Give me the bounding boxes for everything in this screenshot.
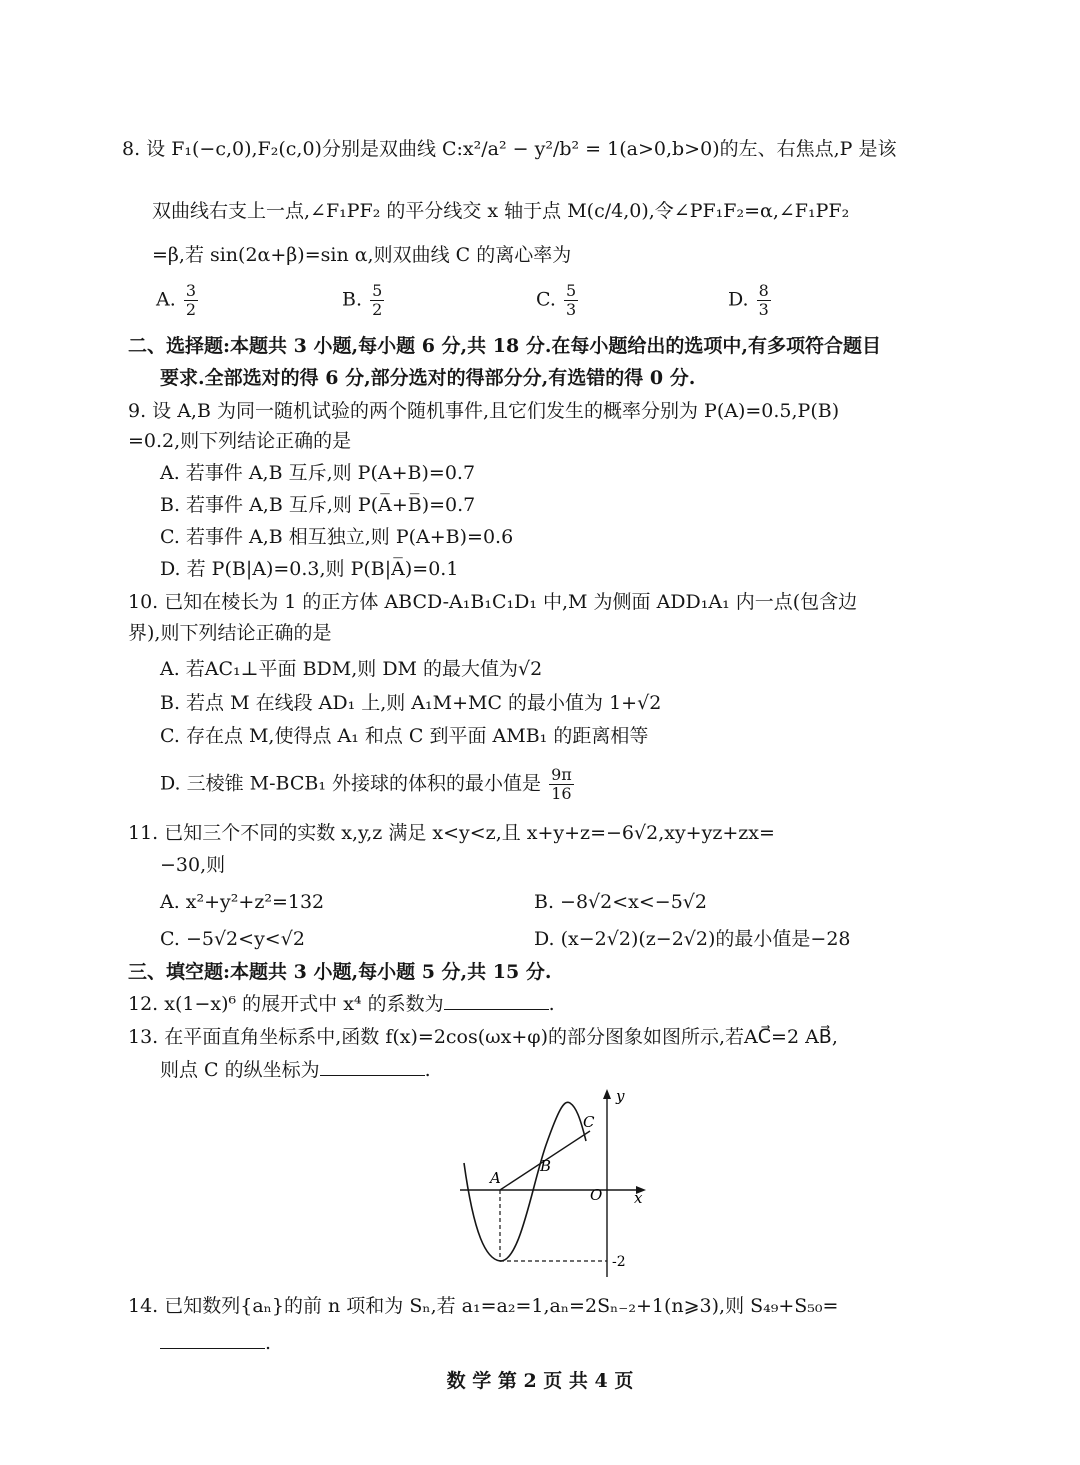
q14-line1: 14. 已知数列{aₙ}的前 n 项和为 Sₙ,若 a₁=a₂=1,aₙ=2Sₙ₋₂+1(n⩾3),则 S₄₉+S₅₀= bbox=[128, 1295, 839, 1317]
q8-line3: =β,若 sin(2α+β)=sin α,则双曲线 C 的离心率为 bbox=[152, 244, 572, 266]
q9-option-a: A. 若事件 A,B 互斥,则 P(A+B)=0.7 bbox=[160, 462, 476, 484]
q8-option-a: A. $\frac{3}{2}$ bbox=[156, 281, 196, 319]
q11-line2: −30,则 bbox=[160, 854, 226, 876]
point-c-label: C bbox=[583, 1113, 595, 1131]
q13-answer-blank[interactable] bbox=[320, 1075, 425, 1076]
q14-answer-blank[interactable] bbox=[160, 1348, 265, 1349]
q12: 12. x(1−x)⁶ 的展开式中 x⁴ 的系数为 . bbox=[128, 993, 555, 1015]
cosine-curve bbox=[464, 1102, 586, 1261]
page-footer: 数 学 第 2 页 共 4 页 bbox=[446, 1370, 634, 1392]
q13-line2: 则点 C 的纵坐标为 . bbox=[160, 1059, 431, 1081]
q9-option-b: B. 若事件 A,B 互斥,则 P(A̅+B̅)=0.7 bbox=[160, 494, 476, 516]
min-value-label: -2 bbox=[612, 1254, 626, 1270]
q11-option-c: C. −5√2<y<√2 bbox=[160, 928, 305, 950]
q9-option-c: C. 若事件 A,B 相互独立,则 P(A+B)=0.6 bbox=[160, 526, 514, 548]
point-b-label: B bbox=[540, 1157, 552, 1175]
q12-answer-blank[interactable] bbox=[444, 1009, 549, 1010]
q10-option-c: C. 存在点 M,使得点 A₁ 和点 C 到平面 AMB₁ 的距离相等 bbox=[160, 725, 649, 747]
q10-option-b: B. 若点 M 在线段 AD₁ 上,则 A₁M+MC 的最小值为 1+√2 bbox=[160, 692, 662, 714]
section3-heading: 三、填空题:本题共 3 小题,每小题 5 分,共 15 分. bbox=[128, 961, 552, 983]
x-axis-label: x bbox=[634, 1189, 643, 1207]
q8-option-b: B. $\frac{5}{2}$ bbox=[342, 281, 383, 319]
q10-line2: 界),则下列结论正确的是 bbox=[128, 622, 332, 644]
origin-label: O bbox=[590, 1186, 603, 1204]
section2-heading: 二、选择题:本题共 3 小题,每小题 6 分,共 18 分.在每小题给出的选项中,有多项符合题目 bbox=[128, 335, 882, 357]
section2-instructions: 要求.全部选对的得 6 分,部分选对的得部分分,有选错的得 0 分. bbox=[160, 367, 696, 389]
cosine-graph-figure bbox=[450, 1085, 660, 1285]
q8-option-d: D. $\frac{8}{3}$ bbox=[728, 281, 769, 319]
q10-option-d: D. 三棱锥 M-BCB₁ 外接球的体积的最小值是 $\frac{9\pi}{16}$ bbox=[160, 765, 572, 803]
y-axis-label: y bbox=[616, 1087, 625, 1105]
q9-line2: =0.2,则下列结论正确的是 bbox=[128, 430, 352, 452]
q10-line1: 10. 已知在棱长为 1 的正方体 ABCD-A₁B₁C₁D₁ 中,M 为侧面 ADD₁A₁ 内一点(包含边 bbox=[128, 591, 858, 613]
q8-line1: 8. 设 F₁(−c,0),F₂(c,0)分别是双曲线 C:x²/a² − y²/b² = 1(a>0,b>0)的左、右焦点,P 是该 bbox=[122, 138, 897, 160]
q8-line2: 双曲线右支上一点,∠F₁PF₂ 的平分线交 x 轴于点 M(c/4,0),令∠PF₁F₂=α,∠F₁PF₂ bbox=[152, 200, 850, 222]
q10-option-a: A. 若AC₁⊥平面 BDM,则 DM 的最大值为√2 bbox=[160, 658, 543, 680]
point-a-label: A bbox=[490, 1169, 501, 1187]
q11-option-b: B. −8√2<x<−5√2 bbox=[534, 891, 708, 913]
q9-line1: 9. 设 A,B 为同一随机试验的两个随机事件,且它们发生的概率分别为 P(A)=0.5,P(B) bbox=[128, 400, 840, 422]
q11-option-a: A. x²+y²+z²=132 bbox=[160, 891, 325, 913]
q11-option-d: D. (x−2√2)(z−2√2)的最小值是−28 bbox=[534, 928, 851, 950]
q11-line1: 11. 已知三个不同的实数 x,y,z 满足 x<y<z,且 x+y+z=−6√2,xy+yz+zx= bbox=[128, 822, 775, 844]
q9-option-d: D. 若 P(B|A)=0.3,则 P(B|A̅)=0.1 bbox=[160, 558, 459, 580]
q14-line2: . bbox=[160, 1330, 271, 1356]
q13-line1: 13. 在平面直角坐标系中,函数 f(x)=2cos(ωx+φ)的部分图象如图所示,若AC⃗=2 AB⃗, bbox=[128, 1026, 838, 1048]
y-axis-arrow bbox=[603, 1089, 611, 1099]
q8-option-c: C. $\frac{5}{3}$ bbox=[536, 281, 577, 319]
